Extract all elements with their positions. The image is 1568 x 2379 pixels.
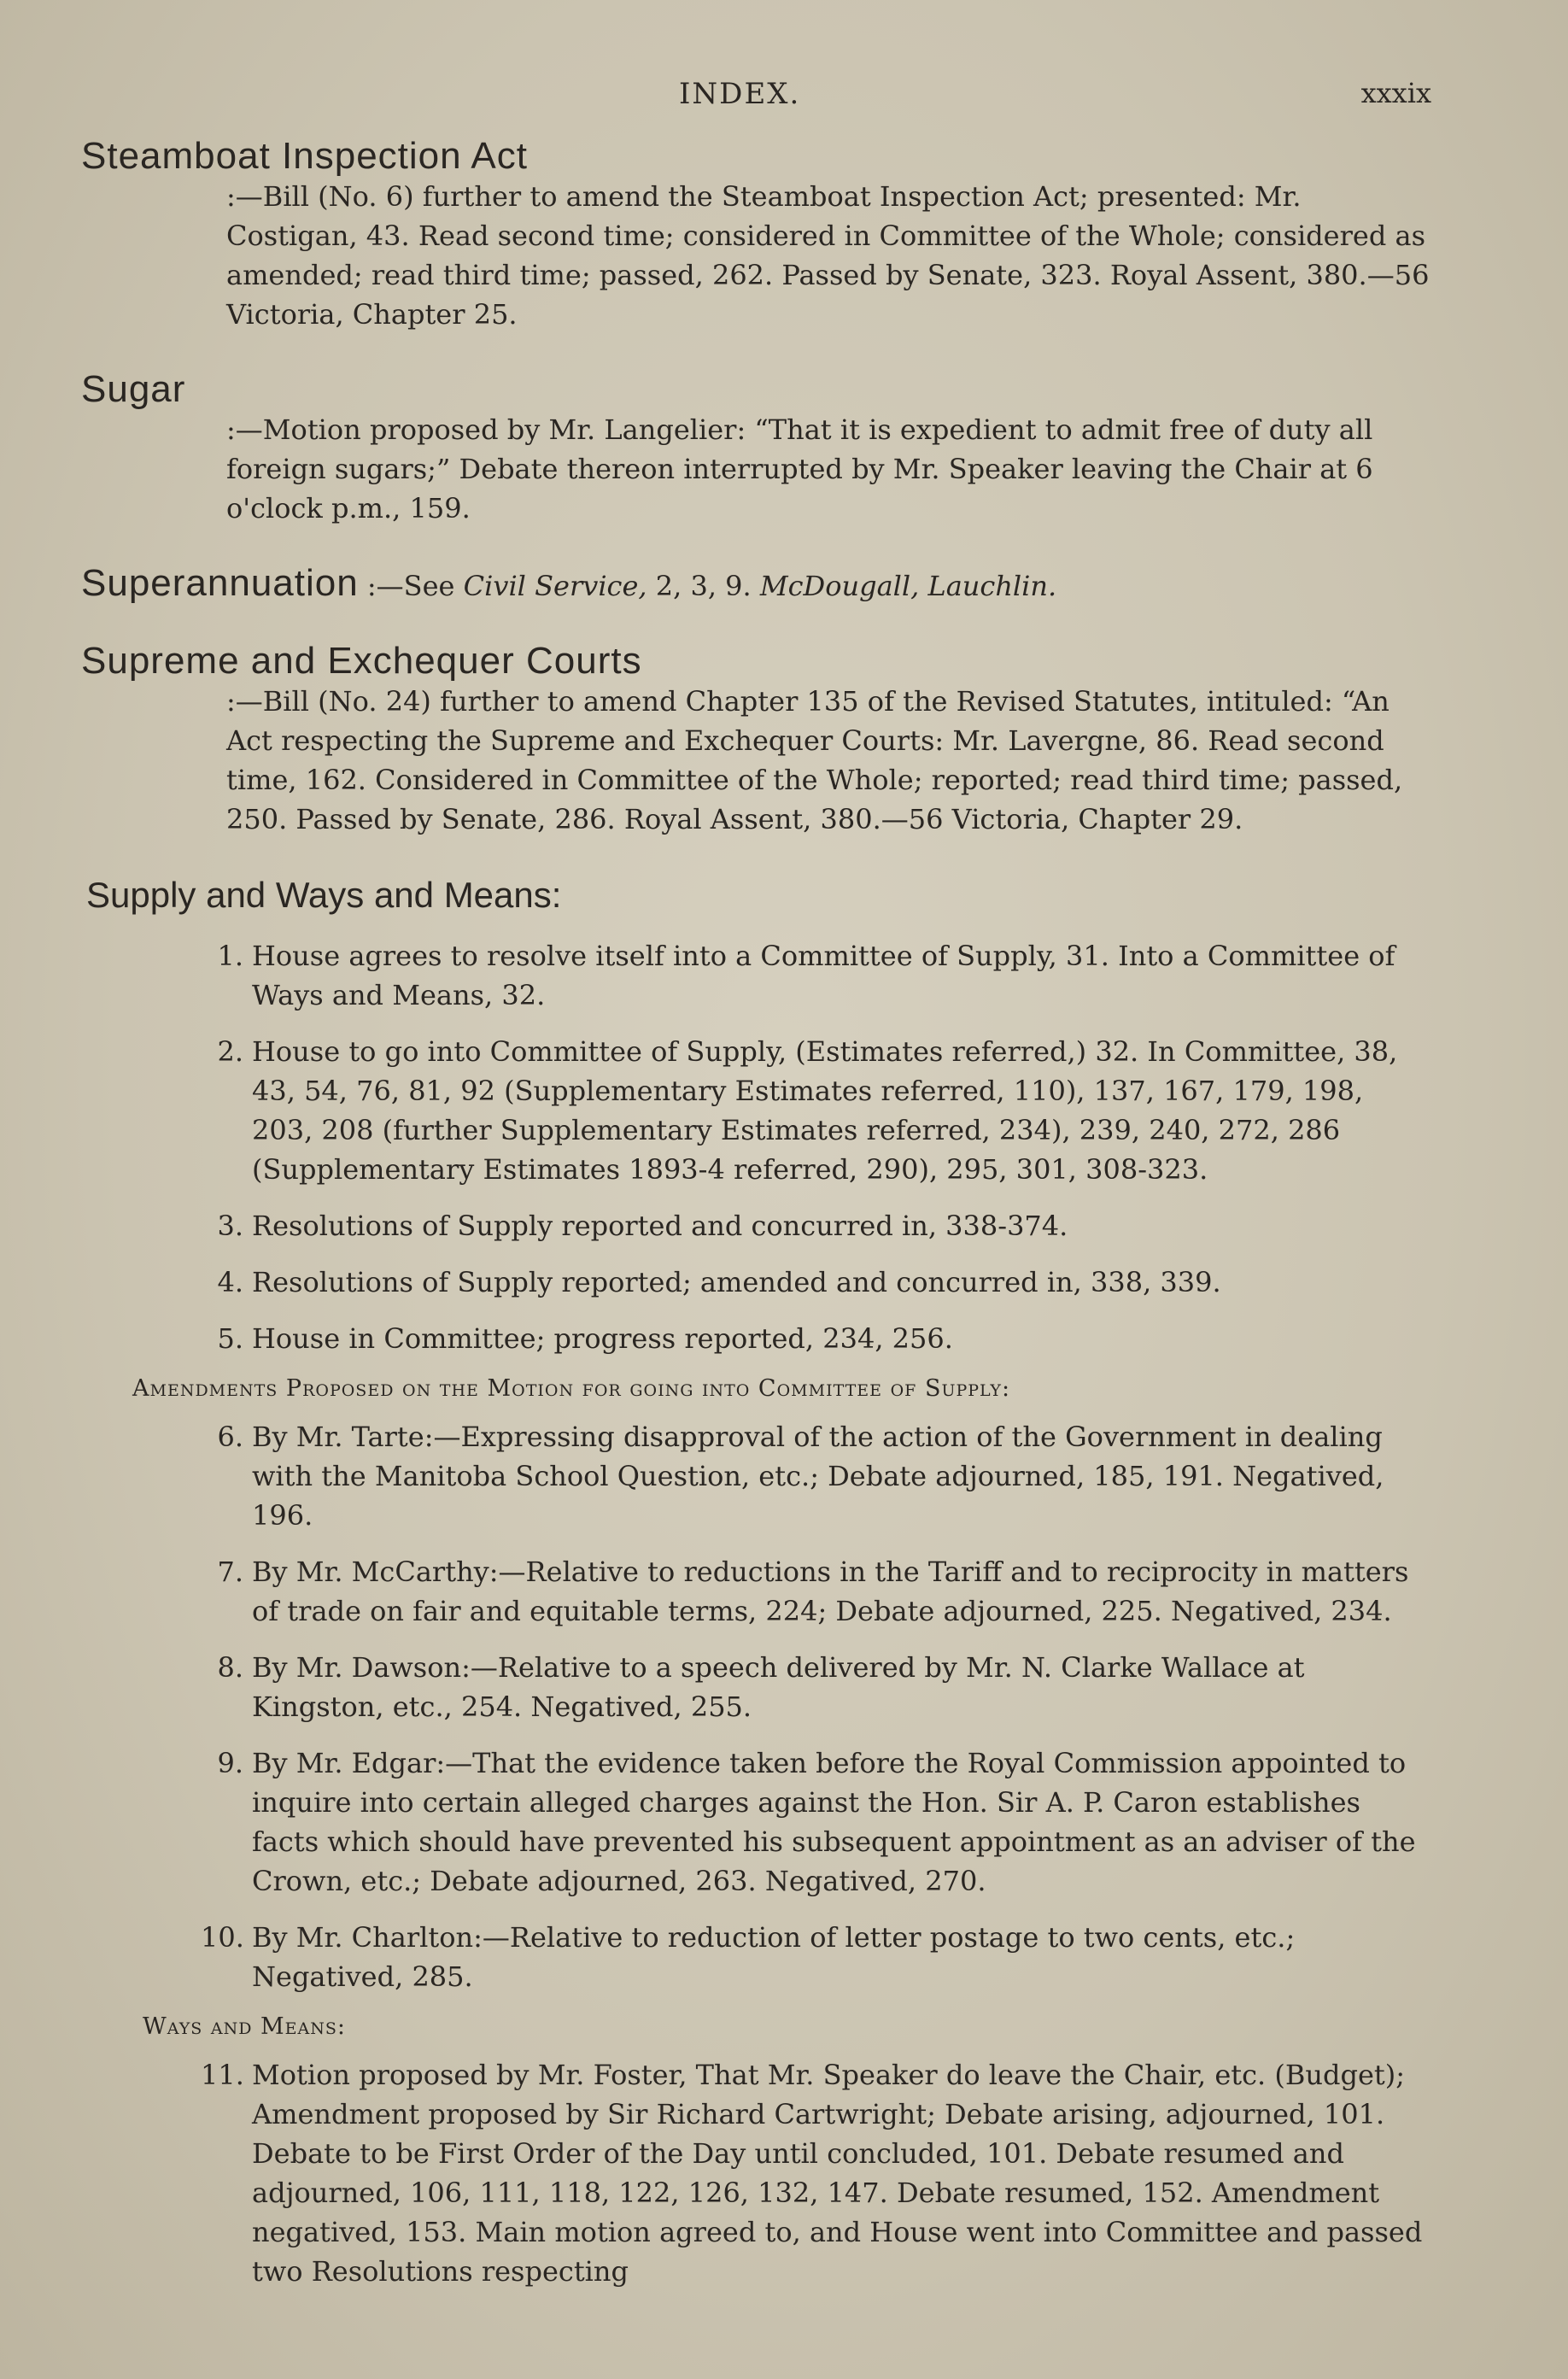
entry-text: :—Motion proposed by Mr. Langelier: “That it is expedient to admit free of duty all foreign sugars;” Debate thereon interrupted by Mr. Speaker leaving the Chair at 6 o'clock p.m., 159.: [226, 413, 1373, 524]
item-text: By Mr. Dawson:—Relative to a speech delivered by Mr. N. Clarke Wallace at Kingston, etc., 254. Negatived, 255.: [252, 1651, 1305, 1723]
entry-pages: 2, 3, 9.: [655, 570, 752, 602]
entry-text: :—See: [366, 570, 455, 602]
item-number: 7.: [217, 1556, 243, 1588]
list-item: [217, 1263, 1431, 1302]
list-item: [217, 1417, 1431, 1535]
index-entry-supreme-courts: [81, 642, 1431, 839]
item-text: By Mr. Edgar:—That the evidence taken before the Royal Commission appointed to inquire into certain alleged charges against the Hon. Sir A. P. Caron establishes facts which should have prevented his subsequent appointment as an adviser of the Crown, etc.; Debate adjourned, 263. Negatived, 270.: [252, 1747, 1416, 1897]
entry-heading: Steamboat Inspection Act: [81, 135, 528, 177]
item-number: 3.: [217, 1210, 243, 1242]
list-item: [217, 1032, 1431, 1189]
entry-text: :—Bill (No. 6) further to amend the Steamboat Inspection Act; presented: Mr. Costigan, 43. Read second time; considered in Committee of the Whole; considered as amended; read third time; passed, 262. Passed by Senate, 323. Royal Assent, 380.—56 Victoria, Chapter 25.: [226, 180, 1430, 331]
index-entry-sugar: [81, 370, 1431, 528]
list-item: [201, 1918, 1431, 1996]
item-text: House agrees to resolve itself into a Committee of Supply, 31. Into a Committee of Ways and Means, 32.: [252, 940, 1395, 1011]
item-text: By Mr. Charlton:—Relative to reduction of letter postage to two cents, etc.; Negatived, 285.: [252, 1921, 1296, 1993]
list-item: [217, 1552, 1431, 1631]
list-item: [201, 2055, 1431, 2291]
item-number: 1.: [217, 940, 243, 972]
ways-items: [81, 2055, 1431, 2291]
item-text: By Mr. McCarthy:—Relative to reductions in the Tariff and to reciprocity in matters of trade on fair and equitable terms, 224; Debate adjourned, 225. Negatived, 234.: [252, 1556, 1409, 1627]
amendment-items: [81, 1417, 1431, 1996]
list-item: [217, 936, 1431, 1015]
item-number: 5.: [217, 1322, 243, 1355]
item-number: 11.: [201, 2059, 244, 2091]
entry-heading: Superannuation: [81, 562, 359, 604]
item-number: 9.: [217, 1747, 243, 1779]
list-item: [217, 1319, 1431, 1358]
list-item: [217, 1648, 1431, 1726]
page-number: xxxix: [1360, 77, 1431, 109]
supply-items: [81, 936, 1431, 1358]
page-header: [81, 77, 1431, 137]
cross-reference: McDougall, Lauchlin.: [759, 570, 1057, 602]
item-text: Resolutions of Supply reported; amended and concurred in, 338, 339.: [252, 1266, 1221, 1298]
entry-heading: Sugar: [81, 368, 186, 410]
item-text: By Mr. Tarte:—Expressing disapproval of the action of the Government in dealing with the Manitoba School Question, etc.; Debate adjourned, 185, 191. Negatived, 196.: [252, 1421, 1384, 1532]
item-number: 2.: [217, 1035, 243, 1068]
item-text: House to go into Committee of Supply, (Estimates referred,) 32. In Committee, 38, 43, 54, 76, 81, 92 (Supplementary Estimates referred, 110), 137, 167, 179, 198, 203, 208 (further Supplementary Estimates referred, 234), 239, 240, 272, 286 (Supplementary Estimates 1893-4 referred, 290), 295, 301, 308-323.: [252, 1035, 1398, 1186]
ways-and-means-subheading: Ways and Means:: [143, 2013, 346, 2040]
amendments-subheading: Amendments Proposed on the Motion for going into Committee of Supply:: [132, 1375, 1011, 1402]
list-item: [217, 1743, 1431, 1901]
item-text: Motion proposed by Mr. Foster, That Mr. Speaker do leave the Chair, etc. (Budget); Amendment proposed by Sir Richard Cartwright; Debate arising, adjourned, 101. Debate to be First Order of the Day until concluded, 101. Debate resumed and adjourned, 106, 111, 118, 122, 126, 132, 147. Debate resumed, 152. Amendment negatived, 153. Main motion agreed to, and House went into Committee and passed two Resolutions respecting: [252, 2059, 1423, 2288]
index-entry-steamboat: [81, 137, 1431, 334]
item-number: 4.: [217, 1266, 243, 1298]
list-item: [217, 1206, 1431, 1245]
entry-heading: Supreme and Exchequer Courts: [81, 640, 642, 682]
item-number: 8.: [217, 1651, 243, 1684]
supply-heading: Supply and Ways and Means:: [86, 875, 562, 915]
entry-text: :—Bill (No. 24) further to amend Chapter 135 of the Revised Statutes, intituled: “An Act respecting the Supreme and Exchequer Courts: Mr. Lavergne, 86. Read second time, 162. Considered in Committee of the Whole; reported; read third time; passed, 250. Passed by Senate, 286. Royal Assent, 380.—56 Victoria, Chapter 29.: [226, 685, 1403, 835]
item-number: 6.: [217, 1421, 243, 1453]
item-number: 10.: [201, 1921, 244, 1954]
item-text: House in Committee; progress reported, 234, 256.: [252, 1322, 953, 1355]
item-text: Resolutions of Supply reported and concurred in, 338-374.: [252, 1210, 1068, 1242]
cross-reference: Civil Service,: [463, 570, 647, 602]
index-entry-superannuation: [81, 564, 1431, 606]
page-title: INDEX.: [679, 77, 801, 111]
